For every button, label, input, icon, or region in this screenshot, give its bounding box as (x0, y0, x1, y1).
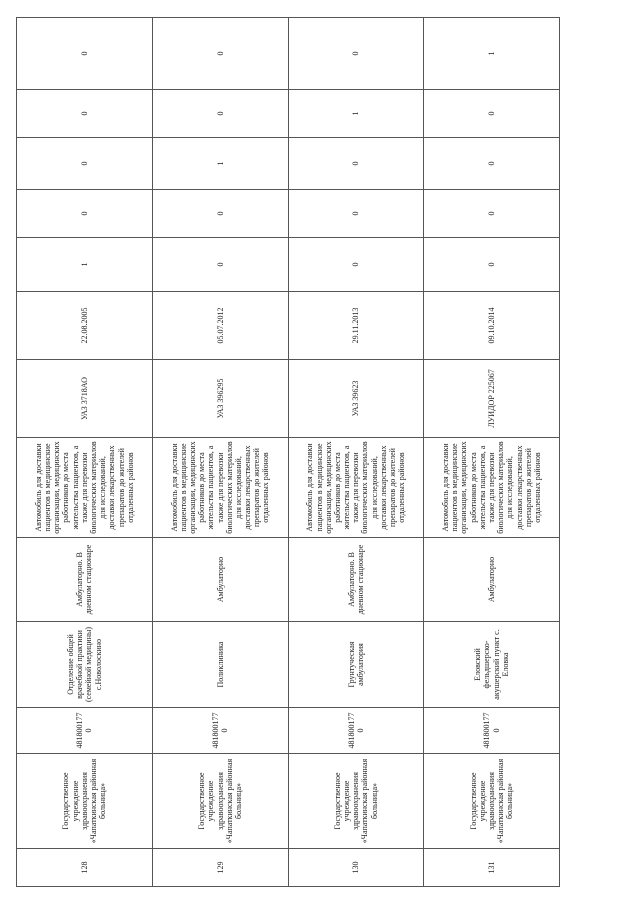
row-number-cell: 128 (17, 849, 153, 887)
subdivision-cell: Еловский фельдшерско-акушерский пункт с. Еловка (424, 622, 560, 708)
count-col-1-cell: 0 (424, 238, 560, 292)
row-number-cell: 131 (424, 849, 560, 887)
institution-cell: Государственное учреждение здравоохранения «Чапаткинская районная больница» (424, 754, 560, 849)
care-type-cell: Амбулаторно (152, 538, 288, 622)
org-code-cell: 4818001770 (152, 708, 288, 754)
count-col-2-cell: 0 (424, 190, 560, 238)
count-col-5-cell: 0 (288, 18, 424, 90)
count-col-3-cell: 0 (288, 138, 424, 190)
count-col-1-cell: 1 (17, 238, 153, 292)
subdivision-cell: Поликлиника (152, 622, 288, 708)
vehicle-records-table (16, 17, 560, 887)
count-col-5-cell: 1 (424, 18, 560, 90)
org-code-cell: 4818001770 (17, 708, 153, 754)
table-row (424, 18, 560, 887)
row-number-cell: 130 (288, 849, 424, 887)
care-type-cell: Амбулаторно (424, 538, 560, 622)
count-col-2-cell: 0 (152, 190, 288, 238)
date-cell: 22.08.2005 (17, 292, 153, 360)
vehicle-model-cell: УАЗ 3718АО (17, 360, 153, 438)
count-col-3-cell: 0 (17, 138, 153, 190)
vehicle-purpose-cell: Автомобиль для доставки пациентов в медицинские организации, медицинских работников до места жительства пациентов, а также для перевозки биологических материалов для исследований, доставки лекарственных препаратов до жителей отдаленных районов (17, 438, 153, 538)
vehicle-model-cell: ЛУИДОР 225067 (424, 360, 560, 438)
institution-cell: Государственное учреждение здравоохранения «Чапаткинская районная больница» (152, 754, 288, 849)
count-col-2-cell: 0 (288, 190, 424, 238)
date-cell: 05.07.2012 (152, 292, 288, 360)
count-col-4-cell: 0 (152, 90, 288, 138)
count-col-5-cell: 0 (152, 18, 288, 90)
count-col-3-cell: 1 (152, 138, 288, 190)
count-col-5-cell: 0 (17, 18, 153, 90)
table-row (17, 18, 153, 887)
count-col-1-cell: 0 (152, 238, 288, 292)
row-number-cell: 129 (152, 849, 288, 887)
institution-cell: Государственное учреждение здравоохранения «Чапаткинская районная больница» (17, 754, 153, 849)
date-cell: 09.10.2014 (424, 292, 560, 360)
institution-cell: Государственное учреждение здравоохранения «Чапаткинская районная больница» (288, 754, 424, 849)
org-code-cell: 4818001770 (424, 708, 560, 754)
count-col-2-cell: 0 (17, 190, 153, 238)
count-col-4-cell: 1 (288, 90, 424, 138)
vehicle-model-cell: УАЗ 39623 (288, 360, 424, 438)
care-type-cell: Амбулаторно. В дневном стационаре (288, 538, 424, 622)
subdivision-cell: Грунтуческая амбулатория (288, 622, 424, 708)
vehicle-model-cell: УАЗ 396295 (152, 360, 288, 438)
count-col-3-cell: 0 (424, 138, 560, 190)
vehicle-purpose-cell: Автомобиль для доставки пациентов в медицинские организации, медицинских работников до места жительства пациентов, а также для перевозки биологических материалов для исследований, доставки лекарственных препаратов до жителей отдаленных районов (288, 438, 424, 538)
table-row (152, 18, 288, 887)
count-col-4-cell: 0 (17, 90, 153, 138)
subdivision-cell: Отделение общей врачебной практики (семейной медицины) с.Новолоскино (17, 622, 153, 708)
count-col-1-cell: 0 (288, 238, 424, 292)
care-type-cell: Амбулаторно. В дневном стационаре (17, 538, 153, 622)
date-cell: 29.11.2013 (288, 292, 424, 360)
count-col-4-cell: 0 (424, 90, 560, 138)
vehicle-purpose-cell: Автомобиль для доставки пациентов в медицинские организации, медицинских работников до места жительства пациентов, а также для перевозки биологических материалов для исследований, доставки лекарственных препаратов до жителей отдаленных районов (152, 438, 288, 538)
org-code-cell: 4818001770 (288, 708, 424, 754)
rotated-table-wrapper (16, 18, 560, 887)
table-row (288, 18, 424, 887)
vehicle-purpose-cell: Автомобиль для доставки пациентов в медицинские организации, медицинских работников до места жительства пациентов, а также для перевозки биологических материалов для исследований, доставки лекарственных препаратов до жителей отдаленных районов (424, 438, 560, 538)
